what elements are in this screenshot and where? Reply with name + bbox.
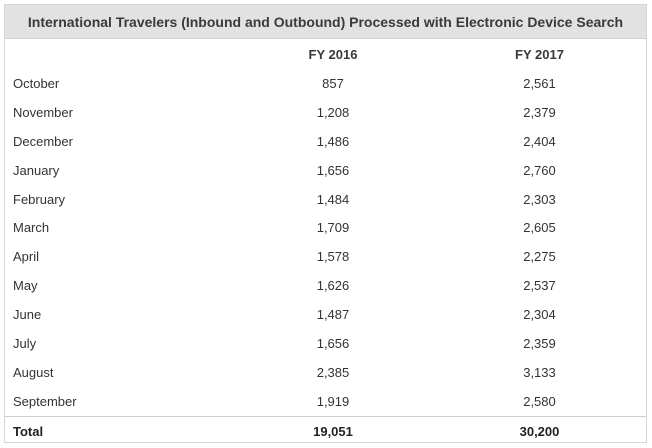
table-body <box>5 69 646 416</box>
table-row <box>5 127 646 156</box>
table-row <box>5 69 646 98</box>
fy2016-cell: 1,208 <box>316 104 350 120</box>
fy2017-cell: 2,304 <box>523 307 556 323</box>
fy2016-cell: 1,919 <box>316 393 350 409</box>
fy2016-cell: 2,385 <box>316 364 350 380</box>
month-cell: March <box>13 220 50 236</box>
month-cell: April <box>13 249 40 265</box>
fy2016-cell: 1,487 <box>316 307 350 323</box>
month-cell: July <box>13 335 37 351</box>
fy2016-cell: 1,626 <box>316 278 350 294</box>
fy2017-cell: 2,561 <box>523 75 556 91</box>
fy2017-cell: 2,580 <box>523 393 556 409</box>
table-row <box>5 242 646 271</box>
fy2016-cell: 857 <box>322 75 344 91</box>
table-row <box>5 185 646 214</box>
data-table-panel <box>4 4 647 443</box>
fy2016-cell: 1,578 <box>316 249 350 265</box>
total-row <box>5 416 646 445</box>
header-row <box>5 39 646 69</box>
table-row <box>5 300 646 329</box>
month-cell: December <box>13 133 73 149</box>
fy2017-cell: 2,404 <box>523 133 556 149</box>
table-row <box>5 329 646 358</box>
month-cell: October <box>13 75 60 91</box>
table-row <box>5 387 646 416</box>
fy2017-cell: 2,379 <box>523 104 556 120</box>
fy2017-cell: 2,537 <box>523 278 556 294</box>
fy2017-cell: 2,275 <box>523 249 556 265</box>
table-row <box>5 213 646 242</box>
table-row <box>5 156 646 185</box>
fy2017-cell: 2,359 <box>523 335 556 351</box>
table-row <box>5 98 646 127</box>
month-cell: February <box>13 191 66 207</box>
total-fy2017: 30,200 <box>433 416 646 445</box>
month-cell: September <box>13 393 77 409</box>
column-header-fy2016: FY 2016 <box>308 46 358 62</box>
month-cell: January <box>13 162 60 178</box>
fy2017-cell: 2,605 <box>523 220 556 236</box>
column-header-fy2017: FY 2017 <box>515 46 564 62</box>
fy2016-cell: 1,656 <box>316 335 350 351</box>
table-row <box>5 271 646 300</box>
data-table <box>5 39 646 446</box>
month-cell: May <box>13 278 38 294</box>
fy2017-cell: 2,303 <box>523 191 556 207</box>
total-label: Total <box>5 416 233 445</box>
fy2016-cell: 1,484 <box>316 191 350 207</box>
total-fy2016: 19,051 <box>233 416 433 445</box>
table-title: International Travelers (Inbound and Outbound) Processed with Electronic Device Search <box>5 5 646 39</box>
fy2016-cell: 1,486 <box>316 133 350 149</box>
table-row <box>5 358 646 387</box>
month-cell: November <box>13 104 73 120</box>
month-column-header <box>5 39 233 69</box>
fy2016-cell: 1,656 <box>316 162 350 178</box>
fy2017-cell: 3,133 <box>523 364 556 380</box>
fy2016-cell: 1,709 <box>316 220 350 236</box>
fy2017-cell: 2,760 <box>523 162 556 178</box>
month-cell: August <box>13 364 54 380</box>
month-cell: June <box>13 307 42 323</box>
